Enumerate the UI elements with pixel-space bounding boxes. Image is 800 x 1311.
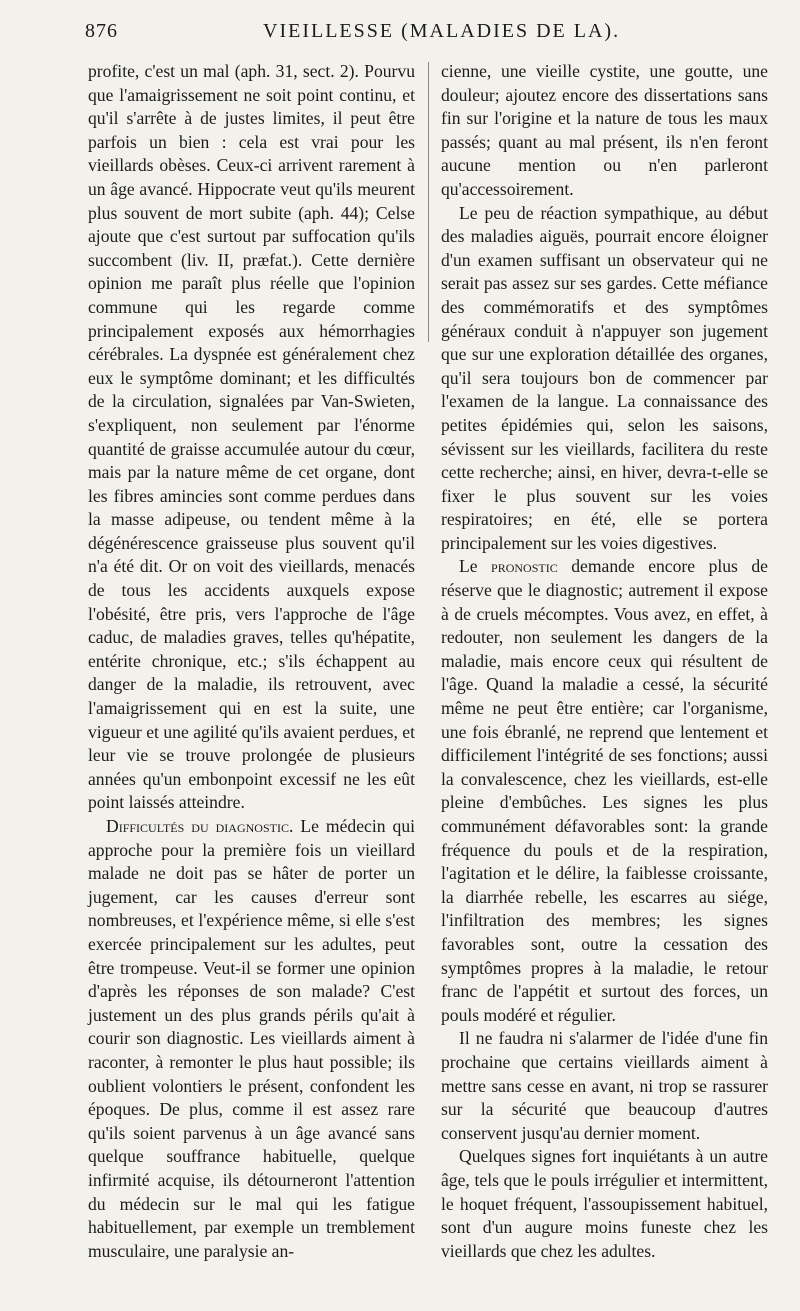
page-header [85,8,775,48]
column-divider [428,62,429,342]
paragraph: Il ne faudra ni s'alarmer de l'idée d'une fin prochaine que certains vieillards aiment à mettre sans cesse en avant, ni trop se rassurer sur la sécurité que beaucoup d'autres conservent jusqu'au dernier moment. [441,1028,768,1143]
paragraph: cienne, une vieille cystite, une goutte, une douleur; ajoutez encore des dissertations sans fin sur l'origine et la nature de tous les maux passés; quant au mal présent, ils n'en feront aucune mention ou n'en parleront qu'accessoirement. [441,61,768,199]
page-number: 876 [85,20,118,42]
paragraph-text: Le médecin qui approche pour la première fois un vieillard malade ne doit pas se hâter de porter un jugement, car les causes d'erreur sont nombreuses, et l'expérience même, si elle s'est exercée principalement sur les adultes, peut être trompeuse. Veut-il se former une opinion d'après les réponses de son malade? C'est justement un des plus grands périls qu'ait à courir son diagnostic. Les vieillards aiment à raconter, à remonter le plus haut possible; ils oublient volontiers le présent, confondent les époques. De plus, comme il est assez rare qu'ils soient parvenus à un âge avancé sans quelque souffrance habituelle, quelque infirmité acquise, ils détourneront l'attention du médecin sur le mal qui les fatigue habituellement, par exemple un tremblement musculaire, une paralysie an- [88,816,416,1261]
paragraph [441,555,768,1027]
section-heading: Difficultés du diagnostic. [106,816,294,836]
paragraph [88,815,415,1263]
paragraph: profite, c'est un mal (aph. 31, sect. 2). Pourvu que l'amaigrissement ne soit point continu, et qu'il s'arrête à de justes limites, il peut être parfois un bien : cela est vrai pour les vieillards obèses. Ceux-ci arrivent rarement à un âge avancé. Hippocrate veut qu'ils meurent plus souvent de mort subite (aph. 44); Celse ajoute que c'est surtout par suffocation qu'ils succombent (liv. II, præfat.). Cette dernière opinion me paraît plus réelle que l'opinion commune qui les regarde comme principalement exposés aux hémorrhagies cérébrales. La dyspnée est généralement chez eux le symptôme dominant; et les difficultés de la circulation, signalées par Van-Swieten, s'expliquent, non seulement par l'énorme quantité de graisse accumulée autour du cœur, mais par la nature même de cet organe, dont les fibres amincies sont comme perdues dans la masse adipeuse, ou tendent même à la dégénérescence graisseuse plus souvent qu'il n'a été dit. Or on voit des vieillards, menacés de tous les accidents auxquels expose l'obésité, être pris, vers l'approche de l'âge caduc, de maladies graves, telles qu'hépatite, entérite chronique, etc.; s'ils échappent au danger de la maladie, ils retrouvent, avec l'amaigrissement qui en est la suite, une vigueur et une agilité qu'ils avaient perdues, et leur vie se trouve prolongée de plusieurs années qu'un embonpoint excessif ne les eût point laissés atteindre. [88,61,415,813]
running-title: VIEILLESSE (MALADIES DE LA). [263,20,621,42]
section-keyword: pronostic [491,556,558,577]
paragraph: Quelques signes fort inquiétants à un autre âge, tels que le pouls irrégulier et intermittent, le hoquet fréquent, l'assoupissement habituel, sont d'un augure moins funeste chez les vieillards que chez les adultes. [441,1146,768,1261]
right-column [441,60,768,1263]
paragraph-lead: Le [459,556,492,577]
paragraph: Le peu de réaction sympathique, au début des maladies aiguës, pourrait encore éloigner d'un examen suffisant un observateur qui ne serait pas assez sur ses gardes. Cette méfiance des commémoratifs et des symptômes généraux conduit à n'appuyer son jugement que sur une exploration détaillée des organes, qu'il sera toujours bon de commencer par l'examen de la langue. La connaissance des petites épidémies qui, selon les saisons, sévissent sur les vieillards, facilitera du reste cette recherche; ainsi, en hiver, devra-t-elle se fixer le plus souvent sur les voies respiratoires; en été, elle se portera principalement sur les voies digestives. [441,202,768,553]
paragraph-text: demande encore plus de réserve que le diagnostic; autrement il expose à de cruels mécomptes. Vous avez, en effet, à redouter, non seulement les dangers de la maladie, mais encore ceux qui résultent de l'âge. Quand la maladie a cessé, la sécurité même ne peut être entière; car l'organisme, une fois ébranlé, ne reprend que lentement et difficilement l'intégrité de ses fonctions; aussi la convalescence, chez les vieillards, est-elle pleine d'embûches. Les signes les plus communément défavorables sont: la grande fréquence du pouls et de la respiration, l'agitation et le délire, la faiblesse croissante, la diarrhée rebelle, les escarres au siége, l'infiltration des membres; les signes favorables sont, outre la cessation des symptômes propres à la maladie, le retour franc de l'appétit et surtout des forces, un pouls modéré et régulier. [441,556,768,1025]
left-column [88,60,415,1263]
